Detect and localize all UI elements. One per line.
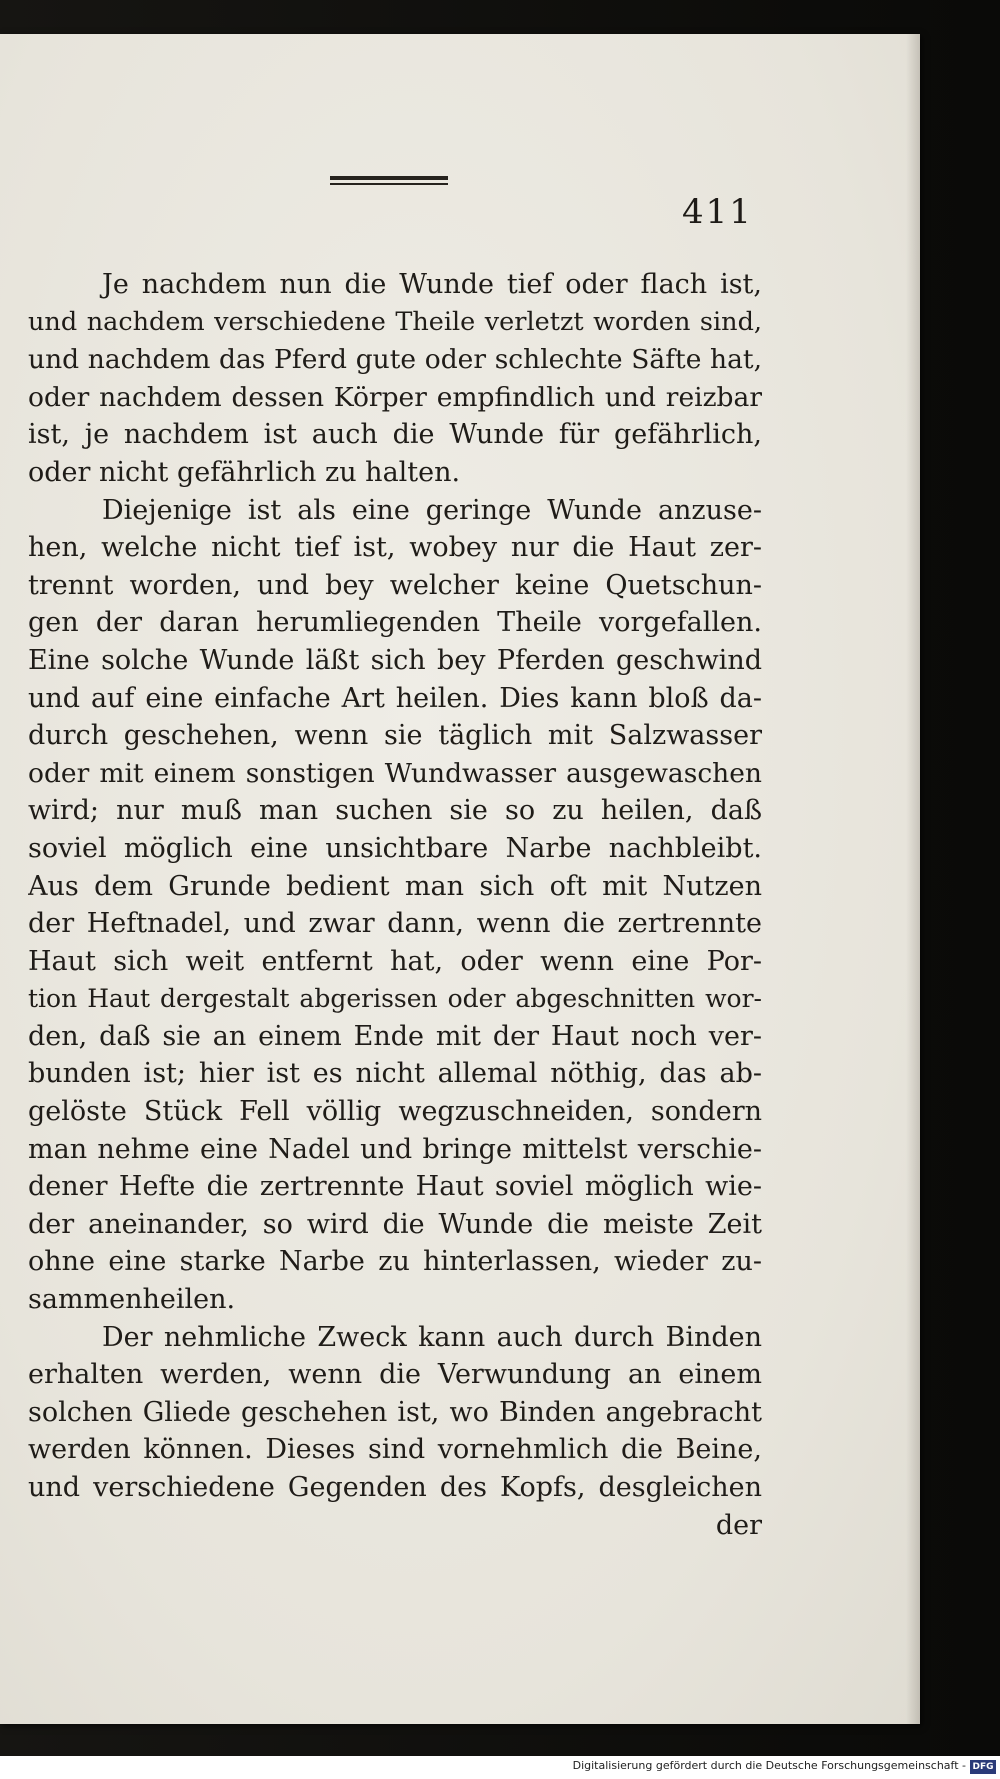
text-line: werden können. Dieses sind vornehmlich die Beine, [28, 1434, 762, 1466]
text-line: ohne eine starke Narbe zu hinterlassen, wieder zu- [28, 1246, 762, 1278]
text-line: Haut sich weit entfernt hat, oder wenn eine Por- [28, 945, 762, 977]
book-page [0, 34, 920, 1724]
text-line: Der nehmliche Zweck kann auch durch Binden [102, 1321, 762, 1353]
page-number: 411 [682, 192, 753, 232]
text-line: oder nicht gefährlich zu halten. [28, 456, 461, 488]
text-line: den, daß sie an einem Ende mit der Haut noch ver- [28, 1020, 762, 1052]
text-line: und nachdem verschiedene Theile verletzt worden sind, [28, 306, 762, 337]
text-line: trennt worden, und bey welcher keine Quetschun- [28, 569, 762, 601]
text-line: durch geschehen, wenn sie täglich mit Salzwasser [28, 720, 762, 752]
body-text [28, 266, 762, 1544]
text-line: Je nachdem nun die Wunde tief oder flach ist, [102, 269, 762, 300]
page-edge-shadow [906, 34, 920, 1724]
text-line: soviel möglich eine unsichtbare Narbe nachbleibt. [28, 832, 762, 864]
text-line: solchen Gliede geschehen ist, wo Binden angebracht [28, 1396, 762, 1428]
text-line: der [715, 1509, 762, 1541]
text-line: sammenheilen. [28, 1284, 236, 1316]
text-line: wird; nur muß man suchen sie so zu heilen, daß [28, 795, 762, 827]
footer-bar [0, 1756, 1000, 1779]
header-rule-thick [330, 176, 448, 180]
text-line: ist, je nachdem ist auch die Wunde für gefährlich, [28, 419, 762, 451]
text-line: erhalten werden, wenn die Verwundung an einem [28, 1359, 762, 1391]
text-line: dener Hefte die zertrennte Haut soviel möglich wie- [28, 1171, 762, 1203]
text-line: tion Haut dergestalt abgerissen oder abgeschnitten wor- [28, 984, 762, 1014]
text-line: oder mit einem sonstigen Wundwasser ausgewaschen [28, 757, 762, 789]
text-line: und verschiedene Gegenden des Kopfs, desgleichen [28, 1472, 762, 1503]
text-line: oder nachdem dessen Körper empfindlich und reizbar [28, 381, 762, 413]
text-line: hen, welche nicht tief ist, wobey nur die Haut zer- [28, 532, 762, 564]
header-rule [330, 176, 448, 186]
funding-notice: Digitalisierung gefördert durch die Deutsche Forschungsgemeinschaft - [572, 1759, 966, 1772]
header-rule-thin [330, 183, 448, 185]
text-line: der aneinander, so wird die Wunde die meiste Zeit [28, 1208, 762, 1240]
dfg-logo-icon: DFG [970, 1760, 996, 1774]
text-line: und nachdem das Pferd gute oder schlechte Säfte hat, [28, 344, 762, 376]
text-line: man nehme eine Nadel und bringe mittelst verschie- [28, 1133, 762, 1165]
text-line: Diejenige ist als eine geringe Wunde anzuse- [102, 494, 762, 526]
text-line: bunden ist; hier ist es nicht allemal nöthig, das ab- [28, 1058, 762, 1090]
text-line: gelöste Stück Fell völlig wegzuschneiden, sondern [28, 1096, 762, 1128]
text-line: gen der daran herumliegenden Theile vorgefallen. [28, 607, 762, 639]
text-line: und auf eine einfache Art heilen. Dies kann bloß da- [28, 682, 762, 714]
text-line: Aus dem Grunde bedient man sich oft mit Nutzen [28, 870, 762, 902]
text-line: Eine solche Wunde läßt sich bey Pferden geschwind [28, 644, 762, 676]
text-line: der Heftnadel, und zwar dann, wenn die zertrennte [28, 908, 762, 940]
